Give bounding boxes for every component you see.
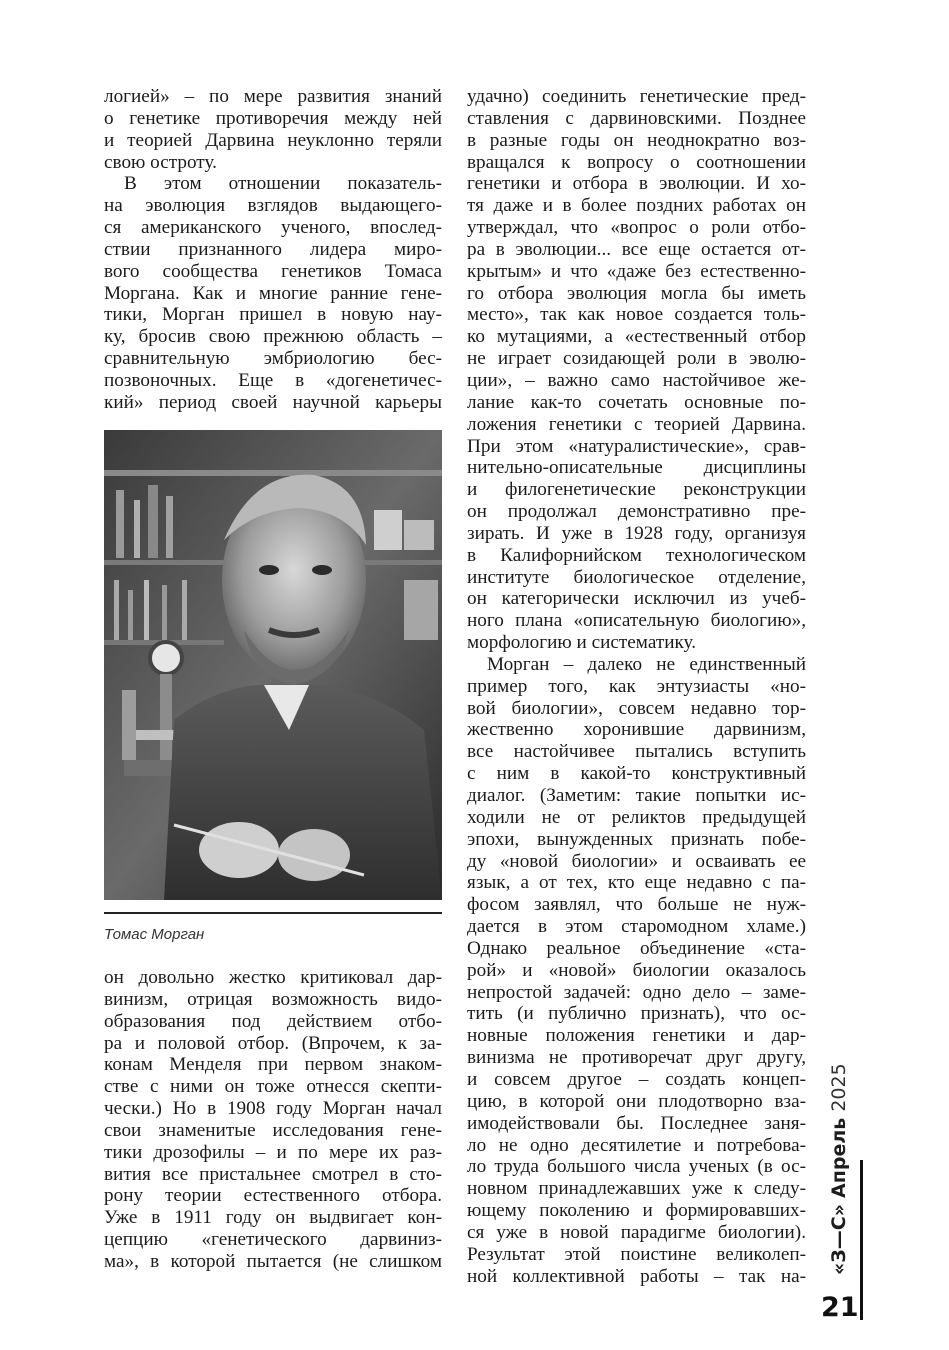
text-line: новном принадлежавших уже к следу- <box>467 1178 806 1200</box>
text-line: пример того, как энтузиасты «но- <box>467 675 806 697</box>
text-line: зирать. И уже в 1928 году, организуя <box>467 522 806 544</box>
left-column-bottom <box>104 967 442 1273</box>
text-line: ма», в которой пытается (не слишком <box>104 1250 442 1272</box>
text-line: крытым» и что «даже без естественно- <box>467 260 806 282</box>
text-line: непростой задачей: одно дело – заме- <box>467 981 806 1003</box>
text-line: ся американского ученого, впослед- <box>104 217 442 239</box>
text-line: утверждал, что «вопрос о роли отбо- <box>467 217 806 239</box>
text-line: тя даже и в более поздних работах он <box>467 195 806 217</box>
text-line: тики дрозофилы – и по мере их раз- <box>104 1141 442 1163</box>
text-line: Моргана. Как и многие ранние гене- <box>104 282 442 304</box>
text-line: удачно) соединить генетические пред- <box>467 86 806 107</box>
text-line: стве с ними он тоже отнесся скепти- <box>104 1076 442 1098</box>
text-line: ду «новой биологии» и осваивать ее <box>467 850 806 872</box>
text-line: вращался к вопросу о соотношении <box>467 151 806 173</box>
text-line: диалог. (Заметим: такие попытки ис- <box>467 785 806 806</box>
text-line: не играет созидающей роли в эволю- <box>467 348 806 370</box>
issue-month: Апрель <box>828 1117 850 1198</box>
text-line: ющему поколению и формировавших- <box>467 1200 806 1222</box>
left-column-top <box>104 86 442 414</box>
text-line: Результат этой поистине великолеп- <box>467 1243 806 1265</box>
text-line: лание как-то сочетать основные по- <box>467 391 806 413</box>
text-line: рой» и «новой» биологии оказалось <box>467 959 806 981</box>
right-column <box>467 86 806 1287</box>
text-line: свою остроту. <box>104 151 217 173</box>
text-line: кий» период своей научной карьеры <box>104 391 442 413</box>
text-line: позвоночных. Еще в «догенетичес- <box>104 369 442 391</box>
text-line: винизма не противоречат друг другу, <box>467 1047 806 1069</box>
text-line: чески.) Но в 1908 году Морган начал <box>104 1098 442 1120</box>
margin-rule <box>860 1160 863 1320</box>
text-line: ку, бросив свою прежнюю область – <box>104 326 442 348</box>
text-line: ра в эволюции... все еще остается от- <box>467 238 806 260</box>
text-line: тики, Морган пришел в новую нау- <box>104 304 442 326</box>
text-line: ся уже в новой парадигме биологии). <box>467 1221 806 1243</box>
text-line: ходили не от реликтов предыдущей <box>467 806 806 828</box>
running-head <box>828 1063 850 1275</box>
text-line: язык, а от тех, кто еще недавно с па- <box>467 872 806 894</box>
text-line: и филогенетические реконструкции <box>467 479 806 501</box>
text-line: все настойчивее пытались вступить <box>467 741 806 763</box>
text-line: фосом заявлял, что больше не нуж- <box>467 894 806 916</box>
text-line: вого сообщества генетиков Томаса <box>104 260 442 282</box>
text-line: ло труда большого числа ученых (в ос- <box>467 1156 806 1178</box>
text-line: Однако реальное объединение «ста- <box>467 937 806 959</box>
text-line: ции», – важно само настойчивое же- <box>467 369 806 391</box>
text-line: ра и половой отбор. (Впрочем, к за- <box>104 1032 442 1054</box>
text-line: свои знаменитые исследования гене- <box>104 1119 442 1141</box>
text-line: При этом «натуралистические», срав- <box>467 435 806 457</box>
text-line: новные положения генетики и дар- <box>467 1025 806 1047</box>
text-line: место», так как новое создается толь- <box>467 304 806 326</box>
text-line: эпохи, вынужденных признать побе- <box>467 828 806 850</box>
text-line: цию, в которой они плодотворно вза- <box>467 1090 806 1112</box>
text-line: он категорически исключил из учеб- <box>467 588 806 610</box>
text-line: цепцию «генетического дарвиниз- <box>104 1229 442 1251</box>
text-line: ной коллективной работы – так на- <box>467 1265 806 1287</box>
text-line: го отбора эволюция могла бы иметь <box>467 282 806 304</box>
text-line: тить (и публично признать), что ос- <box>467 1003 806 1025</box>
text-line: сравнительную эмбриологию бес- <box>104 348 442 370</box>
text-line: морфологию и систематику. <box>467 632 697 654</box>
text-line: конам Менделя при первом знаком- <box>104 1054 442 1076</box>
text-line: институте биологическое отделение, <box>467 566 806 588</box>
text-line: дается в этом старомодном хламе.) <box>467 916 806 938</box>
text-line: вой биологии», совсем недавно тор- <box>467 697 806 719</box>
photo-caption: Томас Морган <box>104 926 205 943</box>
portrait-photo <box>104 430 442 900</box>
text-line: ствии признанного лидера миро- <box>104 238 442 260</box>
text-line: логией» – по мере развития знаний <box>104 86 442 107</box>
text-line: на эволюция взглядов выдающегo- <box>104 195 442 217</box>
text-line: В этом отношении показатель- <box>124 173 442 195</box>
text-line: ного плана «описательную биологию», <box>467 610 806 632</box>
text-line: ставления с дарвиновскими. Позднее <box>467 107 806 129</box>
text-line: имодействовали бы. Последнее заня- <box>467 1112 806 1134</box>
page-number: 21 <box>821 1292 859 1323</box>
text-line: в Калифорнийском технологическом <box>467 544 806 566</box>
magazine-name: «З—С» <box>828 1204 850 1275</box>
text-line: ло не одно десятилетие и потребова- <box>467 1134 806 1156</box>
text-line: образования под действием отбо- <box>104 1010 442 1032</box>
text-line: Морган – далеко не единственный <box>487 653 806 675</box>
caption-divider <box>104 912 442 914</box>
text-line: в разные годы он неоднократно воз- <box>467 129 806 151</box>
text-line: Уже в 1911 году он выдвигает кон- <box>104 1207 442 1229</box>
text-line: и совсем другое – создать концеп- <box>467 1068 806 1090</box>
text-line: он продолжал демонстративно пре- <box>467 501 806 523</box>
text-line: рону теории естественного отбора. <box>104 1185 442 1207</box>
text-line: винизм, отрицая возможность видо- <box>104 988 442 1010</box>
text-line: и теорией Дарвина неуклонно теряли <box>104 129 442 151</box>
text-line: нительно-описательные дисциплины <box>467 457 806 479</box>
text-line: вития все пристальнее смотрел в сто- <box>104 1163 442 1185</box>
text-line: жественно хоронившие дарвинизм, <box>467 719 806 741</box>
issue-year: 2025 <box>828 1063 850 1112</box>
text-line: он довольно жестко критиковал дар- <box>104 967 442 988</box>
text-line: ложения генетики с теорией Дарвина. <box>467 413 806 435</box>
text-line: о генетике противоречия между ней <box>104 107 442 129</box>
text-line: генетики и отбора в эволюции. И хо- <box>467 173 806 195</box>
text-line: ко мутациями, а «естественный отбор <box>467 326 806 348</box>
text-line: с ним в какой-то конструктивный <box>467 763 806 785</box>
